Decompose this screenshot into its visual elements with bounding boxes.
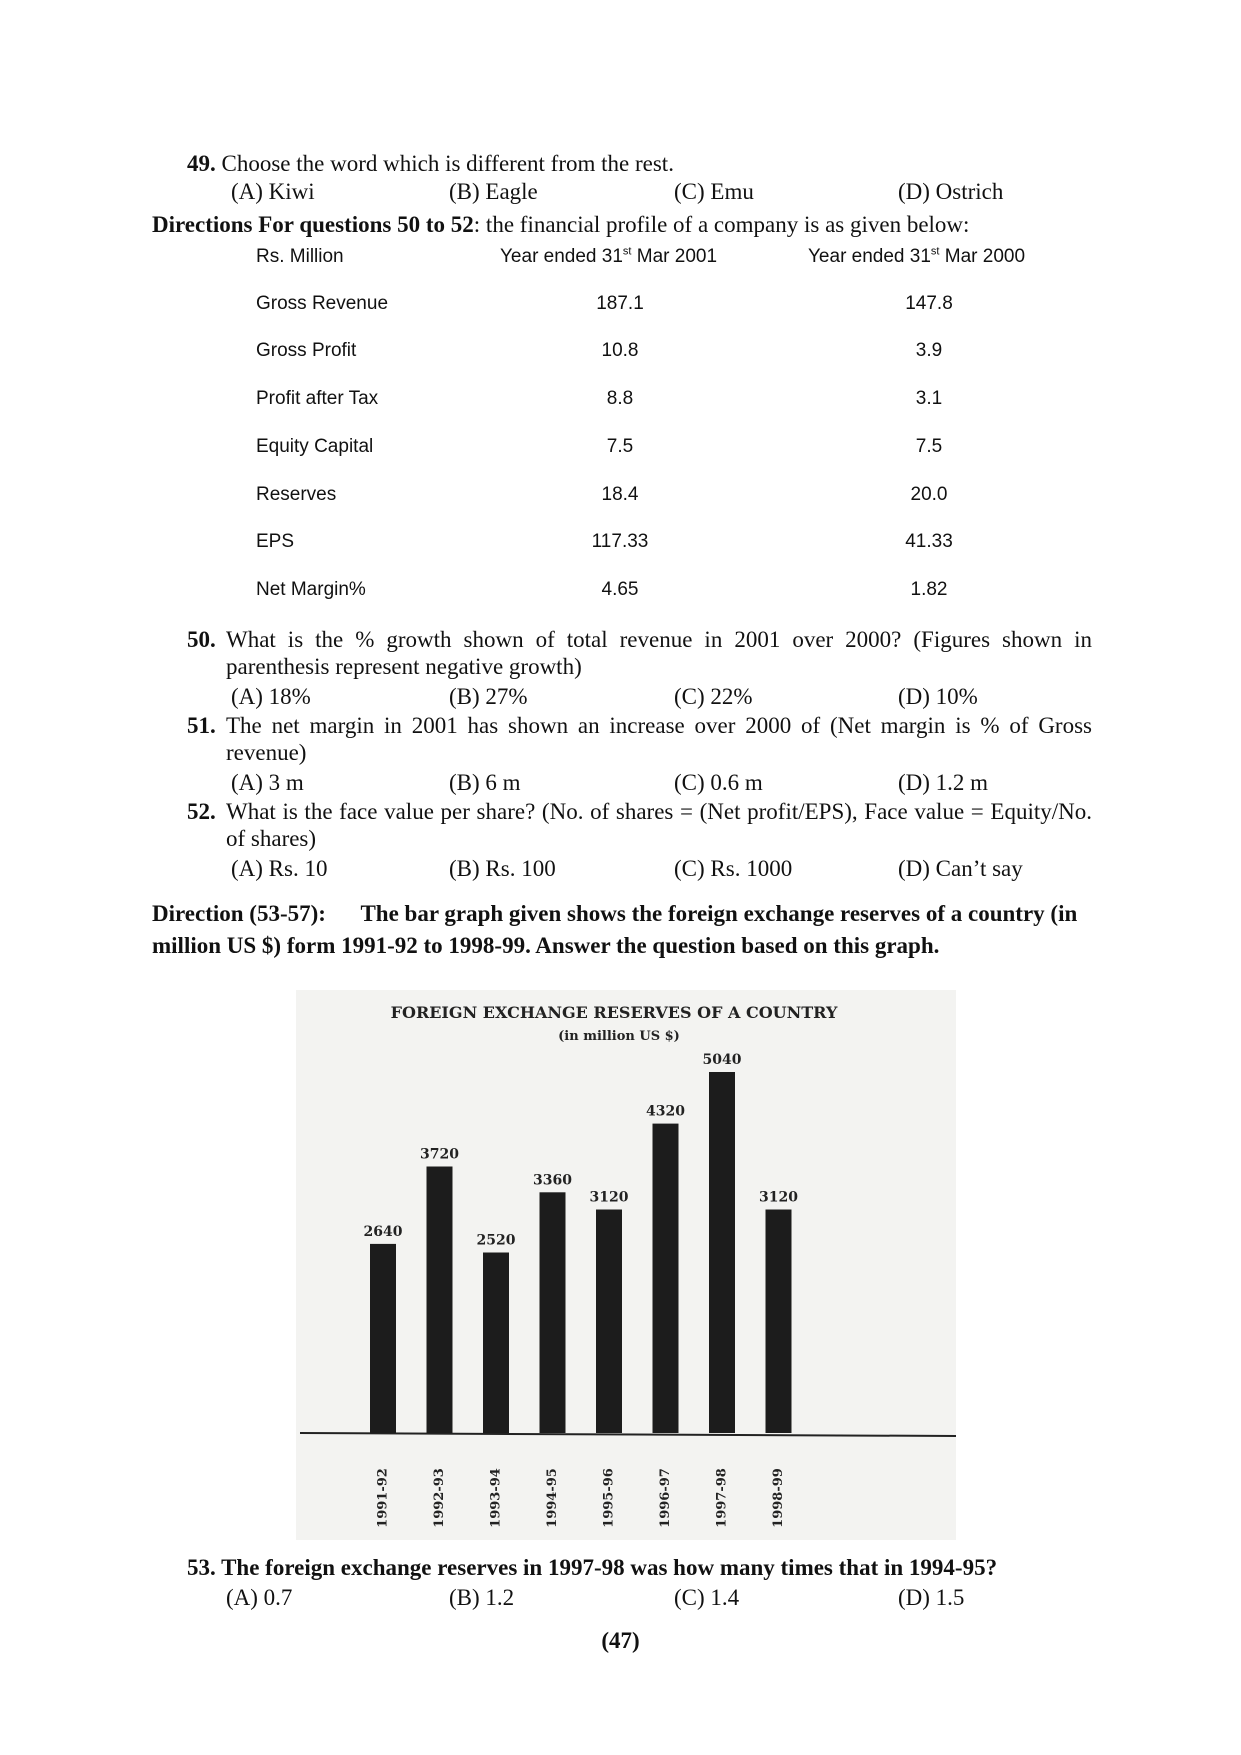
option-c: (C) 1.4: [674, 1585, 740, 1610]
question-50-text: What is the % growth shown of total revenue in 2001 over 2000? (Figures shown in parenthesis represent negative growth): [226, 627, 1092, 679]
option-d: (D) 10%: [898, 684, 978, 709]
table-cell-2000: 3.1: [915, 388, 943, 409]
directions-text: The bar graph given shows the foreign exchange reserves of a country (in million US $) form 1991-92 to 1998-99. Answer the question based on this graph.: [152, 901, 1078, 958]
option-a: (A) 3 m: [231, 770, 304, 795]
question-53: [187, 1554, 997, 1581]
option-a: (A) Rs. 10: [231, 856, 328, 881]
table-header-label: Rs. Million: [256, 246, 344, 267]
table-row-label: Profit after Tax: [256, 388, 379, 409]
data-label: 3360: [533, 1172, 572, 1189]
table-cell-2001: 8.8: [606, 388, 634, 409]
table-cell-2000: 20.0: [910, 484, 948, 505]
directions-label: Direction (53-57):: [152, 901, 326, 926]
x-tick-label: 1996-97: [658, 1468, 673, 1528]
table-cell-2001: 18.4: [601, 484, 639, 505]
table-header-2001: Year ended 31st Mar 2001: [500, 245, 718, 267]
chart-subtitle: (in million US $): [558, 1029, 680, 1044]
question-52-text: What is the face value per share? (No. of shares = (Net profit/EPS), Face value = Equity/No. of shares): [226, 799, 1092, 851]
table-row-label: Reserves: [256, 484, 337, 505]
option-a: (A) 18%: [231, 684, 311, 709]
x-tick-label: 1993-94: [488, 1468, 504, 1528]
directions-text: : the financial profile of a company is as given below:: [473, 212, 970, 237]
x-tick-label: 1995-96: [601, 1468, 617, 1528]
table-header-2000: Year ended 31st Mar 2000: [808, 245, 1026, 267]
table-cell-2001: 10.8: [601, 340, 639, 361]
question-52-number: 52.: [187, 799, 216, 824]
bar-1993-94: [483, 1253, 509, 1434]
option-a: (A) Kiwi: [231, 179, 315, 204]
bar-1994-95: [540, 1192, 566, 1433]
x-tick-label: 1994-95: [545, 1468, 560, 1528]
table-cell-2000: 41.33: [905, 531, 953, 552]
table-cell-2000: 1.82: [910, 579, 948, 600]
option-b: (B) 1.2: [449, 1585, 515, 1610]
data-label: 3120: [759, 1189, 798, 1206]
x-axis-line: [300, 1433, 956, 1436]
option-c: (C) Emu: [674, 179, 754, 204]
option-b: (B) 6 m: [449, 770, 521, 795]
bar-1996-97: [653, 1124, 679, 1433]
bar-1995-96: [596, 1210, 622, 1434]
data-label: 5040: [702, 1052, 742, 1068]
x-tick-label: 1997-98: [714, 1468, 730, 1528]
option-c: (C) 22%: [674, 684, 753, 709]
x-tick-label: 1992-93: [432, 1468, 447, 1528]
option-c: (C) Rs. 1000: [674, 856, 793, 881]
data-label: 3120: [589, 1189, 629, 1206]
table-row-label: Net Margin%: [256, 579, 366, 600]
directions-53-57: [152, 898, 1092, 962]
option-d: (D) Can’t say: [898, 856, 1023, 881]
chart-title: FOREIGN EXCHANGE RESERVES OF A COUNTRY: [390, 1003, 838, 1022]
table-cell-2000: 147.8: [905, 293, 953, 314]
option-d: (D) 1.2 m: [898, 770, 989, 795]
question-text: Choose the word which is different from the rest.: [221, 151, 674, 176]
chart-svg: [296, 990, 956, 1540]
table-cell-2000: 7.5: [915, 436, 943, 457]
option-c: (C) 0.6 m: [674, 770, 763, 795]
question-number: 53.: [187, 1555, 216, 1580]
table-row-label: Equity Capital: [256, 436, 374, 457]
option-a: (A) 0.7: [226, 1585, 293, 1610]
question-number: 49.: [187, 151, 216, 176]
bar-chart: [296, 990, 956, 1540]
table-cell-2001: 187.1: [596, 293, 644, 314]
bars-group: [364, 1052, 799, 1528]
bar-1992-93: [427, 1167, 453, 1434]
table-cell-2001: 117.33: [591, 531, 649, 552]
option-d: (D) Ostrich: [898, 179, 1004, 204]
table-row-label: EPS: [256, 531, 295, 552]
data-label: 2640: [363, 1223, 403, 1240]
question-49: [187, 150, 1092, 177]
question-51-text: The net margin in 2001 has shown an increase over 2000 of (Net margin is % of Gross revenue): [226, 713, 1092, 765]
option-b: (B) 27%: [449, 684, 528, 709]
data-label: 3720: [420, 1146, 459, 1163]
table-cell-2001: 4.65: [601, 579, 639, 600]
data-label: 4320: [646, 1103, 685, 1120]
table-row-label: Gross Profit: [256, 340, 357, 361]
option-b: (B) Rs. 100: [449, 856, 556, 881]
page-number: (47): [601, 1628, 640, 1653]
option-b: (B) Eagle: [449, 179, 538, 204]
table-cell-2000: 3.9: [915, 340, 943, 361]
table-row-label: Gross Revenue: [256, 293, 389, 314]
question-50-number: 50.: [187, 627, 216, 652]
question-text: The foreign exchange reserves in 1997-98 was how many times that in 1994-95?: [221, 1555, 998, 1580]
table-cell-2001: 7.5: [606, 436, 634, 457]
data-label: 2520: [476, 1232, 516, 1249]
x-tick-label: 1991-92: [375, 1468, 391, 1528]
bar-1997-98: [709, 1072, 735, 1433]
question-51-number: 51.: [187, 713, 216, 738]
x-tick-label: 1998-99: [771, 1468, 786, 1528]
bar-1991-92: [370, 1244, 396, 1433]
bar-1998-99: [766, 1210, 792, 1434]
directions-label: Directions For questions 50 to 52: [152, 212, 474, 237]
directions-50-52: [152, 211, 969, 238]
option-d: (D) 1.5: [898, 1585, 965, 1610]
